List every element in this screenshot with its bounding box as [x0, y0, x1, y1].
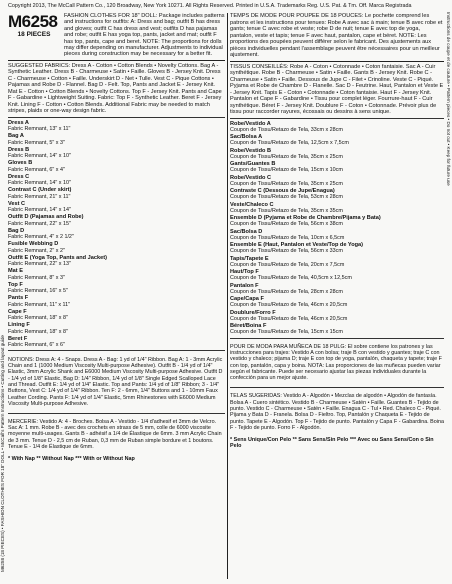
fabric-entry-amount: Fabric Remnant, 22" x 13"	[8, 261, 71, 268]
french-spanish-column	[230, 13, 444, 581]
fabric-entry	[230, 229, 444, 242]
fabric-entry-title: Robe/Vestido A	[230, 120, 271, 127]
fabric-entry-amount: Fabric Remnant, 2" x 2"	[8, 247, 65, 254]
fabric-entry-title: Robe/Vestido C	[230, 174, 272, 181]
fabric-entry	[8, 336, 225, 349]
fabric-entry-amount: Fabric Remnant, 22" x 15"	[8, 220, 71, 227]
nap-footnote: * With Nap ** Without Nap *** With or Without Nap	[8, 455, 135, 462]
fabric-requirements-list	[8, 120, 225, 349]
fabric-entry-amount: Coupon de Tissu/Retazo de Tela, 56cm x 33cm	[230, 248, 343, 255]
fabric-entry-amount: Fabric Remnant, 18" x 8"	[8, 315, 68, 322]
fabric-entry	[8, 147, 225, 160]
fabric-entry-amount: Fabric Remnant, 18" x 8"	[8, 328, 68, 335]
fabric-entry-title: Sac/Bolsa D	[230, 228, 263, 235]
fabric-entry	[230, 283, 444, 296]
fabric-entry	[8, 268, 225, 281]
fabric-entry-amount: Fabric Remnant, 13" x 11"	[8, 126, 71, 133]
french-suggested-fabrics: TISSUS CONSEILLÉS: Robe A - Coton • Cotonnade • Coton fantaisie. Sac A - Cuir synthétique. Robe B - Charmeuse • Satin • Faille. Gants B - Jersey Knit. Robe C - Charmeuse • Satin • Faille. Dessous de Jupe C - Filet • Crinoline. Veste C - Piqué. Pyjama et Robe de Chambre D - Flanelle. Sac D - Feutrine. Haut, Pantalon et Veste E - Jersey Knit. Tapis E - Coton • Cotonnade • Coton fantaisie. Haut F - Jersey Knit. Pantalon et Cape F - Gabardine • Tissu pour complet léger. Fourrure-haut F - Cuir synthétique. Béret F - Jersey Knit. Doublure F - Coton • Cotonnade. Prévoir plus de tissu pour raccorder rayures, écossais ou dessins à sens unique.	[230, 63, 444, 115]
fabric-entry	[230, 296, 444, 309]
fabric-entry	[8, 282, 225, 295]
fabric-entry-title: Contraste C (Dessous de Jupe/Enagua)	[230, 188, 335, 194]
divider	[8, 413, 225, 414]
fabric-entry-title: Contrast C (Under skirt)	[8, 187, 72, 194]
fabric-entry-title: Beret F	[8, 335, 28, 342]
fabric-entry-amount: Coupon de Tissu/Retazo de Tela, 53cm x 28cm	[230, 194, 343, 201]
fabric-entry	[230, 161, 444, 174]
fabric-entry-title: Pants F	[8, 295, 29, 302]
copyright-line: Copyright 2013, The McCall Pattern Co., 120 Broadway, New York 10271. All Rights Reserved. Printed in U.S.A. Trademarks Reg. U.S. Pat. & Tm. Off. Marca Registrada	[8, 3, 412, 9]
fabric-entry	[230, 148, 444, 161]
fabric-entry-amount: Fabric Remnant, 6" x 6"	[8, 342, 65, 349]
left-margin-print: M6258 (18 PIECES) • FASHION CLOTHES FOR 18" DOLL • McCall's Pattern Instructions • Cutting and layout guide	[0, 335, 5, 572]
divider	[8, 117, 225, 118]
fabric-entry	[230, 310, 444, 323]
fabric-entry	[8, 187, 225, 200]
fabric-entry-amount: Coupon de Tissu/Retazo de Tela, 35cm x 25cm	[230, 180, 343, 187]
pattern-number: M6258	[8, 13, 58, 31]
right-margin-print: Instructions de coupe et de couture • Pattern pieces • Do not cut • Keep for future use	[446, 12, 451, 186]
fabric-entry-amount: Fabric Remnant, 21" x 11"	[8, 193, 71, 200]
fabric-entry-title: Doublure/Forro F	[230, 309, 276, 316]
fabric-entry	[8, 255, 225, 268]
fabric-entry-amount: Coupon de Tissu/Retazo de Tela, 20cm x 7,5cm	[230, 261, 345, 268]
divider	[230, 387, 444, 388]
fabric-entry-title: Gloves B	[8, 160, 33, 167]
metric-fabric-list	[230, 121, 444, 336]
fabric-entry-amount: Coupon de Tissu/Retazo de Tela, 40,5cm x 12,5cm	[230, 275, 352, 282]
fabric-entry	[8, 241, 225, 254]
fabric-entry-title: Lining F	[8, 322, 30, 329]
fabric-entry	[230, 175, 444, 188]
fabric-entry-title: Pantalon F	[230, 282, 259, 289]
fabric-entry-amount: Coupon de Tissu/Retazo de Tela, 46cm x 20,5cm	[230, 302, 348, 309]
fabric-entry-amount: Coupon de Tissu/Retazo de Tela, 35cm x 35cm	[230, 207, 343, 214]
fabric-entry	[8, 160, 225, 173]
fabric-entry-title: Bag A	[8, 133, 24, 140]
english-column	[8, 13, 225, 581]
notions: NOTIONS: Dress A: 4 - Snaps. Dress A - Bag: 1 yd of 1/4" Ribbon. Bag A: 1 - 3mm Acrylic Chain and 1 (1000 Medium Viscosity Multi-purpose Adhesive). Outfit B - 1/4 yd of 1/4" Elastic, 3mm Acrylic Shank and E6000 Medium Viscosity Multi-purpose Adhesive. Outfit D - 1/4 yd of 1/8" Elastic, Bag D: 1/4" Ribbon, 1/4 yd of 1/8" Single Edged Scalloped Lace and Thread. Outfit E: 1/4 yd of 1/4" Elastic. Top and Pants: 1/4 yd of 1/8" Ribbon; 3 - 1/4" Buttons, Vest C: 1/4 yd of 1/4" Ribbon. Ten F: 2 - 6mm, 1/4" Buttons and 1 - 10mm Faux Leather Cording. Pants F: 1/4 yd of 1/4" Elastic, 5mm Rhinestones with E6000 Medium Viscosity Multi-purpose Adhesive.	[8, 356, 223, 407]
fabric-entry	[230, 323, 444, 336]
fabric-entry	[8, 174, 225, 187]
fabric-entry	[8, 309, 225, 322]
fabric-entry-amount: Coupon de Tissu/Retazo de Tela, 33cm x 28cm	[230, 126, 343, 133]
fabric-entry-amount: Coupon de Tissu/Retazo de Tela, 28cm x 28cm	[230, 288, 343, 295]
fabric-entry	[230, 202, 444, 215]
fabric-entry	[230, 242, 444, 255]
fabric-entry-title: Mat E	[8, 268, 23, 275]
fabric-entry-title: Vest C	[8, 200, 26, 207]
fabric-entry-amount: Fabric Remnant, 14" x 14"	[8, 207, 71, 214]
fabric-entry	[230, 188, 444, 201]
fabric-entry-amount: Coupon de Tissu/Retazo de Tela, 15cm x 10cm	[230, 167, 343, 174]
pattern-header	[8, 13, 225, 61]
fabric-entry	[8, 228, 225, 241]
spanish-suggested-fabrics: TELAS SUGERIDAS: Vestido A - Algodón • Mezclas de algodón • Algodón de fantasía. Bolsa A - Cuero sintético. Vestido B - Charmeuse • Satén • Faille. Guantes B - Tejido de punto. Vestido C - Charmeuse • Satén • Faille. Enagua C - Tul • Red. Chaleco C - Piqué. Pijama y Bata D - Franela. Bolsa D - Fieltro. Top, Pantalón y Chaqueta E - Tejido de punto. Tapete E - Algodón. Top F - Tejido de punto. Pantalón y Capa F - Gabardina. Boina F - Tejido de punto. Forro F - Algodón.	[230, 393, 444, 431]
fabric-entry-title: Béret/Boina F	[230, 323, 267, 329]
fabric-entry-title: Bag D	[8, 227, 25, 234]
fabric-entry-amount: Fabric Remnant, 11" x 11"	[8, 301, 71, 308]
fabric-entry-amount: Fabric Remnant, 14" x 10"	[8, 180, 71, 187]
fabric-entry	[230, 121, 444, 134]
divider	[8, 350, 225, 351]
fabric-entry	[8, 214, 225, 227]
fabric-entry	[8, 120, 225, 133]
divider	[230, 118, 444, 119]
fabric-entry	[8, 295, 225, 308]
fabric-entry-title: Veste/Chaleco C	[230, 201, 274, 208]
fabric-entry-amount: Fabric Remnant, 4" x 2 1/2"	[8, 234, 74, 241]
fabric-entry-amount: Coupon de Tissu/Retazo de Tela, 10cm x 6,5cm	[230, 234, 345, 241]
fabric-entry-amount: Coupon de Tissu/Retazo de Tela, 46cm x 20,5cm	[230, 315, 348, 322]
fabric-entry-amount: Fabric Remnant, 8" x 3"	[8, 274, 65, 281]
fabric-entry-amount: Coupon de Tissu/Retazo de Tela, 15cm x 15cm	[230, 329, 343, 336]
fabric-entry-title: Robe/Vestido B	[230, 147, 272, 154]
fabric-entry-amount: Fabric Remnant, 16" x 5"	[8, 288, 68, 295]
spanish-header: POUR DE MODA PARA MUÑECA DE 18 PULG: El sobre contiene los patrones y las instrucciones para trajes: Vestido A con bolsa; traje B con vestido y guantes; traje C con vestido y chaleco; pijama D; traje E con top de yoga, pantalón, chaqueta y tapete; traje F con top, pantalón, capa y boina. NOTA: Las proporciones de las muñecas pueden variar según el fabricante. Puede ser necesario ajustar las piezas individuales durante la confección para un mejor ajuste.	[230, 343, 442, 382]
fabric-entry	[8, 322, 225, 335]
fabric-entry-title: Outfit D (Pajamas and Robe)	[8, 214, 84, 221]
piece-count: 18 PIECES	[17, 31, 51, 38]
fabric-entry-title: Ensemble E (Haut, Pantalon et Veste/Top de Yoga)	[230, 242, 364, 248]
fabric-entry-title: Cape/Capa F	[230, 296, 264, 302]
fabric-entry-title: Haut/Top F	[230, 269, 259, 275]
fabric-entry	[230, 215, 444, 228]
fabric-entry-title: Dress B	[8, 146, 30, 153]
fabric-entry-title: Ensemble D (Pyjama et Robe de Chambre/Pijama y Bata)	[230, 215, 381, 221]
fabric-entry-amount: Fabric Remnant, 5" x 3"	[8, 139, 65, 146]
fabric-entry-title: Tapis/Tapete E	[230, 255, 269, 262]
fabric-entry-title: Gants/Guantes B	[230, 161, 276, 167]
instruction-sheet	[8, 3, 444, 581]
fabric-entry-title: Fusible Webbing D	[8, 241, 59, 248]
fabric-entry-title: Cape F	[8, 308, 27, 315]
fabric-entry-title: Sac/Bolsa A	[230, 134, 263, 140]
french-header: TEMPS DE MODE POUR POUPÉE DE 18 POUCES: Le pochette comprend les patrons et les instructions pour tenues: Robe A avec sac à main; tenue B avec robe et gants; tenue C avec robe et veste; robe D de nuit; tenue E avec top de yoga, pantalon, veste et tapis; tenue F avec haut, pantalon, cape et béret. NOTE: Les proportions des poupées peuvent différer selon le fabricant. Des ajustements aux pièces individuelles pendant l'assemblage peuvent être nécessaires pour un meilleur ajustement.	[230, 13, 444, 62]
pattern-number-block	[8, 13, 60, 58]
fabric-entry	[8, 201, 225, 214]
fabric-entry-title: Dress A	[8, 119, 29, 126]
fabric-entry	[230, 269, 444, 282]
nap-footnote-translated: * Sens Unique/Con Pelo ** Sans Sens/Sin Pelo *** Avec ou Sans Sens/Con o Sin Pelo	[230, 436, 434, 449]
fabric-entry-amount: Fabric Remnant, 6" x 4"	[8, 166, 65, 173]
fabric-entry-amount: Coupon de Tissu/Retazo de Tela, 56cm x 38cm	[230, 221, 343, 228]
pattern-description: FASHION CLOTHES FOR 18" DOLL: Package includes patterns and instructions for outfits: A: Dress and bag; outfit B has dress and gloves; outfit C has dress and vest; outfits D has pajamas and robe; outfit E has yoga top, pants, jacket and mat; outfit F has top, pants, cape and beret. NOTE: The proportions for dolls may differ depending on manufacturer. Adjustments to individual pieces during construction may be necessary for a better fit.	[64, 13, 225, 58]
fabric-entry-title: Dress C	[8, 173, 30, 180]
fabric-entry-amount: Coupon de Tissu/Retazo de Tela, 12,5cm x 7,5cm	[230, 140, 349, 147]
divider	[230, 338, 444, 339]
fabric-entry-amount: Fabric Remnant, 14" x 10"	[8, 153, 71, 160]
fabric-entry	[8, 133, 225, 146]
fabric-entry	[230, 256, 444, 269]
fabric-entry	[230, 134, 444, 147]
fabric-entry-title: Outfit E (Yoga Top, Pants and Jacket)	[8, 254, 107, 261]
fabric-entry-title: Top F	[8, 281, 23, 288]
suggested-fabrics: SUGGESTED FABRICS: Dress A - Cotton • Cotton Blends • Novelty Cottons. Bag A - Synthetic Leather. Dress B - Charmeuse • Satin • Faille. Gloves B - Jersey Knit. Dress C - Charmeuse • Cotton • Faille. Underskirt D - Net • Tulle. Vest C - Pique Cottons • Pajamas and Robe D - Flannel. Bag D - Felt. Top, Pants and Jacket E - Jersey Knit. Mat E - Cotton • Cotton Blends • Novelty Cottons. Top F - Jersey Knit. Pants and Cape F - Gabardine • Lightweight Suiting. Fabric: Top F - Synthetic Leather. Beret F - Jersey Knit. Lining F - Cotton • Cotton Blends. Additional Fabric may be needed to match stripes, plaids or one-way design fabric.	[8, 62, 222, 115]
mercerie: MERCERIE: Vestido A: 4 - Broches. Bolsa A - Vestido - 1/4 d'adhesif et 3mm de Velcro. Sac A: 1 mm. Robe B - avec des crochets en strass de 5 mm, colle de 6000 viscosite moyenne multi-usages. Gants B - adhésif a 1/4 de Élastique de 6mm. 3 mm Acrylic Chain de 3 mm. Tenue D - 2,5 cm de Ruban, 0,3 mm de Ruban simple bordure et 1 boutons. Tenue E - 1/4 de Élastique de 6mm.	[8, 418, 222, 451]
fabric-entry-amount: Coupon de Tissu/Retazo de Tela, 35cm x 25cm	[230, 153, 343, 160]
